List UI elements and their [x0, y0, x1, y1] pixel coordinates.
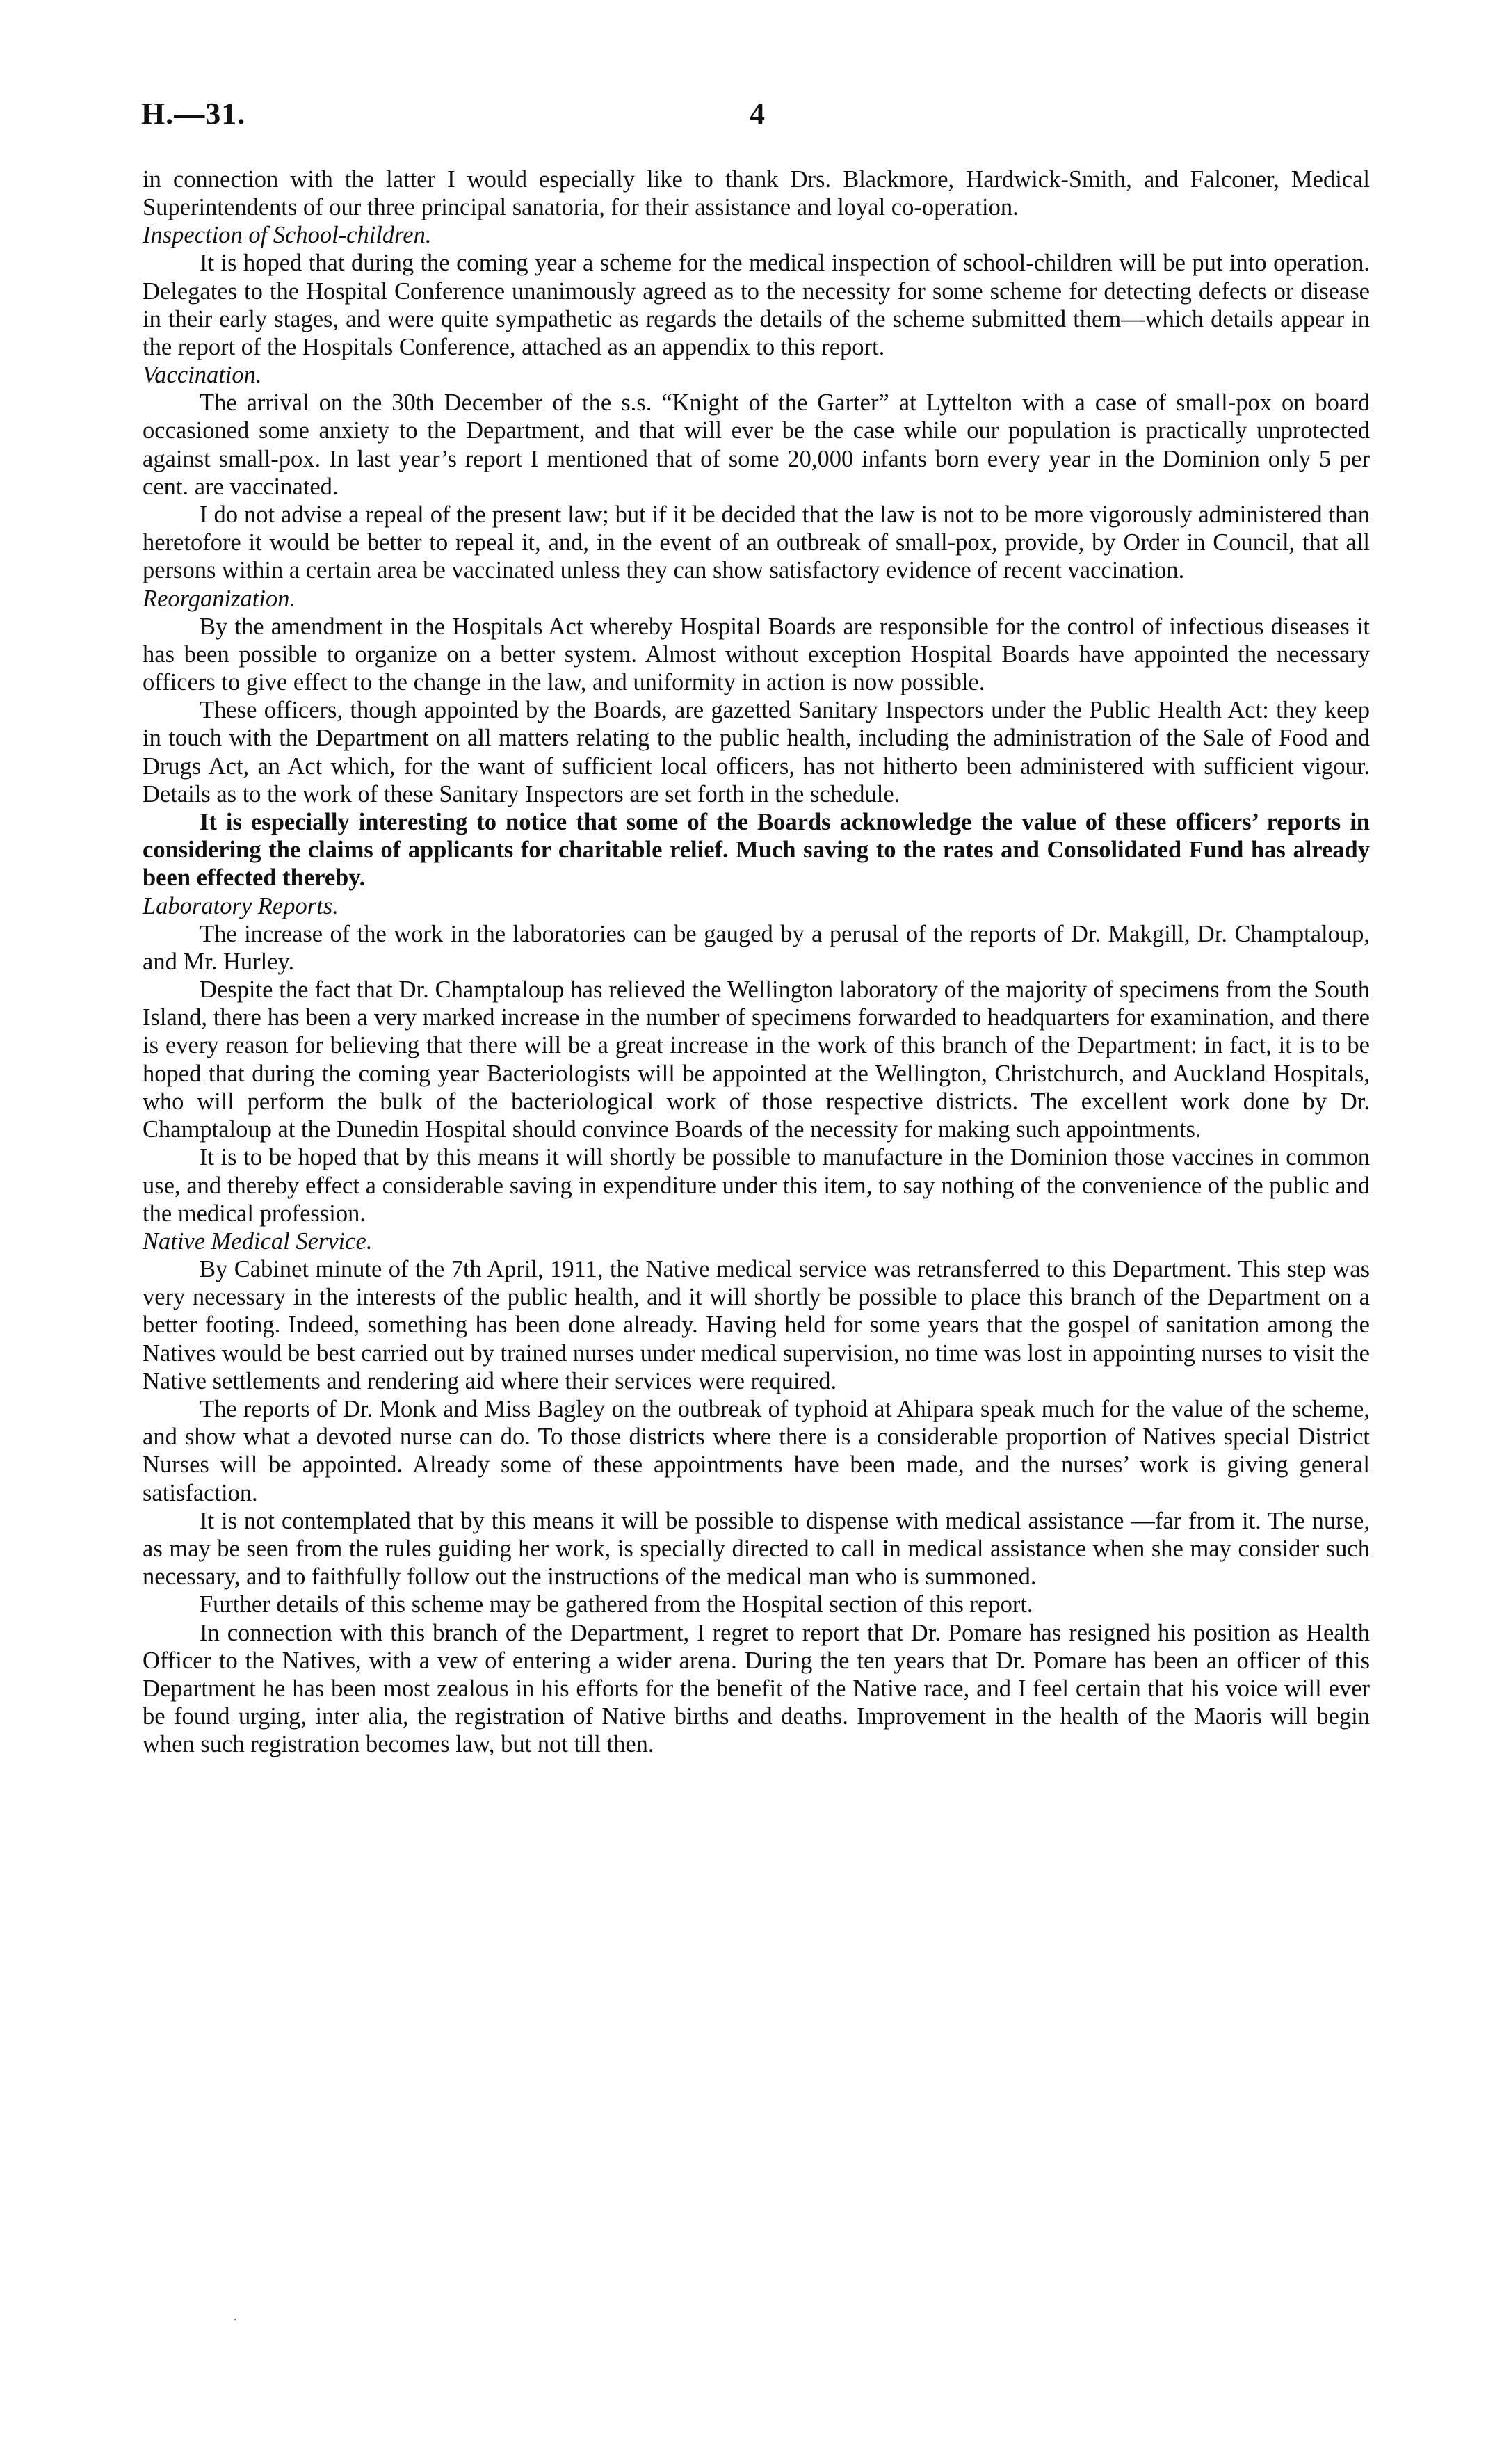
- scan-speck: ·: [233, 2312, 238, 2328]
- paragraph: The arrival on the 30th December of the s.s. “Knight of the Garter” at Lyttelton with a case of small-pox on board occasioned some anxiety to the Department, and that will ever be the case while our population is practically unprotected against small-pox. In last year’s report I mentioned that of some 20,000 infants born every year in the Dominion only 5 per cent. are vaccinated.: [143, 389, 1370, 500]
- paragraph: The increase of the work in the laboratories can be gauged by a perusal of the reports of Dr. Makgill, Dr. Champtaloup, and Mr. Hurley.: [143, 920, 1370, 975]
- section-heading-vaccination: Vaccination.: [143, 362, 262, 389]
- page-header: [141, 96, 1370, 138]
- paragraph: By the amendment in the Hospitals Act whereby Hospital Boards are responsible for the control of infectious diseases it has been possible to organize on a better system. Almost without exception Hospital Boards have appointed the necessary officers to give effect to the change in the law, and uniformity in action is now possible.: [143, 613, 1370, 696]
- section-heading-school-inspection: Inspection of School-children.: [143, 222, 432, 249]
- paragraph: It is hoped that during the coming year a scheme for the medical inspection of school-children will be put into operation. Delegates to the Hospital Conference unanimously agreed as to the necessity for some scheme for detecting defects or disease in their early stages, and were quite sympathetic as regards the details of the scheme submitted them—which details appear in the report of the Hospitals Conference, attached as an appendix to this report.: [143, 250, 1370, 361]
- section-heading-native-medical-service: Native Medical Service.: [143, 1227, 373, 1255]
- paragraph: It is especially interesting to notice that some of the Boards acknowledge the value of these officers’ reports in considering the claims of applicants for charitable relief. Much saving to the rates and Consolidated Fund has already been effected thereby.: [143, 809, 1370, 892]
- continuation-paragraph: in connection with the latter I would especially like to thank Drs. Blackmore, Hardwick-Smith, and Falconer, Medical Superintendents of our three principal sanatoria, for their assistance and loyal co-operation.: [143, 166, 1370, 221]
- paragraph: The reports of Dr. Monk and Miss Bagley on the outbreak of typhoid at Ahipara speak much for the value of the scheme, and show what a devoted nurse can do. To those districts where there is a considerable proportion of Natives special District Nurses will be appointed. Already some of these appointments have been made, and the nurses’ work is giving general satisfaction.: [143, 1395, 1370, 1506]
- document-reference: H.—31.: [141, 97, 246, 131]
- paragraph: It is not contemplated that by this means it will be possible to dispense with medical assistance —far from it. The nurse, as may be seen from the rules guiding her work, is specially directed to call in medical assistance when she may consider such necessary, and to faithfully follow out the instructions of the medical man who is summoned.: [143, 1507, 1370, 1591]
- paragraph: These officers, though appointed by the Boards, are gazetted Sanitary Inspectors under the Public Health Act: they keep in touch with the Department on all matters relating to the public health, including the administration of the Sale of Food and Drugs Act, an Act which, for the want of sufficient local officers, has not hitherto been administered with sufficient vigour. Details as to the work of these Sanitary Inspectors are set forth in the schedule.: [143, 697, 1370, 807]
- paragraph: Further details of this scheme may be gathered from the Hospital section of this report.: [200, 1591, 1033, 1618]
- section-heading-reorganization: Reorganization.: [143, 585, 296, 612]
- paragraph: I do not advise a repeal of the present law; but if it be decided that the law is not to be more vigorously administered than heretofore it would be better to repeal it, and, in the event of an outbreak of small-pox, provide, by Order in Council, that all persons within a certain area be vaccinated unless they can show satisfactory evidence of recent vaccination.: [143, 501, 1370, 584]
- page-number: 4: [750, 97, 765, 131]
- paragraph: In connection with this branch of the Department, I regret to report that Dr. Pomare has resigned his position as Health Officer to the Natives, with a vew of entering a wider arena. During the ten years that Dr. Pomare has been an officer of this Department he has been most zealous in his efforts for the benefit of the Native race, and I feel certain that his voice will ever be found urging, inter alia, the registration of Native births and deaths. Improvement in the health of the Maoris will begin when such registration becomes law, but not till then.: [143, 1619, 1370, 1758]
- paragraph: It is to be hoped that by this means it will shortly be possible to manufacture in the Dominion those vaccines in common use, and thereby effect a considerable saving in expenditure under this item, to say nothing of the convenience of the public and the medical profession.: [143, 1144, 1370, 1227]
- paragraph: Despite the fact that Dr. Champtaloup has relieved the Wellington laboratory of the majority of specimens from the South Island, there has been a very marked increase in the number of specimens forwarded to headquarters for examination, and there is every reason for believing that there will be a great increase in the work of this branch of the Department: in fact, it is to be hoped that during the coming year Bacteriologists will be appointed at the Wellington, Christchurch, and Auckland Hospitals, who will perform the bulk of the bacteriological work of those respective districts. The excellent work done by Dr. Champtaloup at the Dunedin Hospital should convince Boards of the necessity for making such appointments.: [143, 976, 1370, 1143]
- section-heading-laboratory-reports: Laboratory Reports.: [143, 892, 339, 919]
- paragraph: By Cabinet minute of the 7th April, 1911, the Native medical service was retransferred to this Department. This step was very necessary in the interests of the public health, and it will shortly be possible to place this branch of the Department on a better footing. Indeed, something has been done already. Having held for some years that the gospel of sanitation among the Natives would be best carried out by trained nurses under medical supervision, no time was lost in appointing nurses to visit the Native settlements and rendering aid where their services were required.: [143, 1255, 1370, 1394]
- body-text: [143, 166, 1370, 1759]
